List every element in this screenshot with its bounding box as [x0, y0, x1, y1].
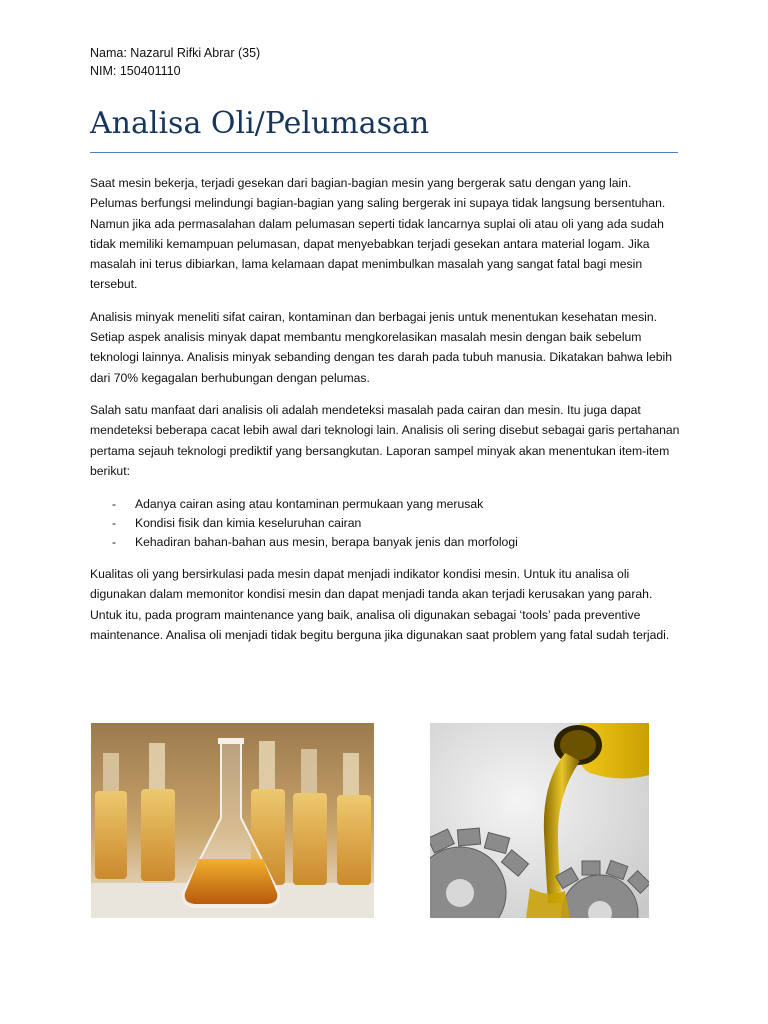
paragraph-benefits: Salah satu manfaat dari analisis oli adalah mendeteksi masalah pada cairan dan mesin. Itu juga dapat mendeteksi beberapa cacat lebih awal dari teknologi lain. Analisis oli sering disebut sebagai garis pertahanan pertama sejauh teknologi prediktif yang bersangkutan. Laporan sampel minyak akan menentukan item-item berikut: [90, 402, 680, 478]
paragraph-conclusion: Kualitas oli yang bersirkulasi pada mesin dapat menjadi indikator kondisi mesin. Untuk itu analisa oli digunakan dalam memonitor kondisi mesin dan dapat menjadi tanda akan terjadi kerusakan yang parah. Untuk itu, pada program maintenance yang baik, analisa oli digunakan sebagai ‘tools’ pada preventive maintenance. Analisa oli menjadi tidak begitu berguna jika digunakan saat problem yang fatal sudah terjadi. [90, 567, 670, 643]
bullet-dash: - [112, 535, 117, 550]
list-item [90, 533, 680, 552]
lab-flasks-image [91, 723, 374, 918]
list-item-text: Kehadiran bahan-bahan aus mesin, berapa banyak jenis dan morfologi [135, 535, 518, 550]
bullet-dash: - [112, 516, 117, 531]
paragraph-oil-analysis: Analisis minyak meneliti sifat cairan, kontaminan dan berbagai jenis untuk menentukan kesehatan mesin. Setiap aspek analisis minyak dapat membantu mengkorelasikan masalah mesin dengan baik sebelum teknologi lainnya. Analisis minyak sebanding dengan tes darah pada tubuh manusia. Dikatakan bahwa lebih dari 70% kegagalan berhubungan dengan pelumas. [90, 309, 673, 385]
list-item [90, 514, 680, 533]
list-item-text: Kondisi fisik dan kimia keseluruhan cairan [135, 516, 362, 531]
bullet-dash: - [112, 497, 117, 512]
document-page [90, 44, 680, 645]
author-name: Nama: Nazarul Rifki Abrar (35) [90, 46, 261, 60]
student-id: NIM: 150401110 [90, 64, 181, 78]
report-items-list [90, 495, 680, 552]
paragraph-intro: Saat mesin bekerja, terjadi gesekan dari bagian-bagian mesin yang bergerak satu dengan yang lain. Pelumas berfungsi melindungi bagian-bagian yang saling bergerak ini supaya tidak langsung bersentuhan. Namun jika ada permasalahan dalam pelumasan seperti tidak lancarnya suplai oli atau oli yang ada sudah tidak memiliki kemampuan pelumasan, dapat menyebabkan terjadi gesekan antara material logam. Jika masalah ini terus dibiarkan, lama kelamaan dapat menimbulkan masalah yang sangat fatal bagi mesin tersebut. [90, 176, 666, 292]
figures-row [0, 723, 768, 918]
page-title: Analisa Oli/Pelumasan [90, 106, 430, 141]
oil-gears-image [430, 723, 649, 918]
list-item-text: Adanya cairan asing atau kontaminan permukaan yang merusak [135, 497, 484, 512]
list-item [90, 495, 680, 514]
title-divider [90, 152, 678, 153]
